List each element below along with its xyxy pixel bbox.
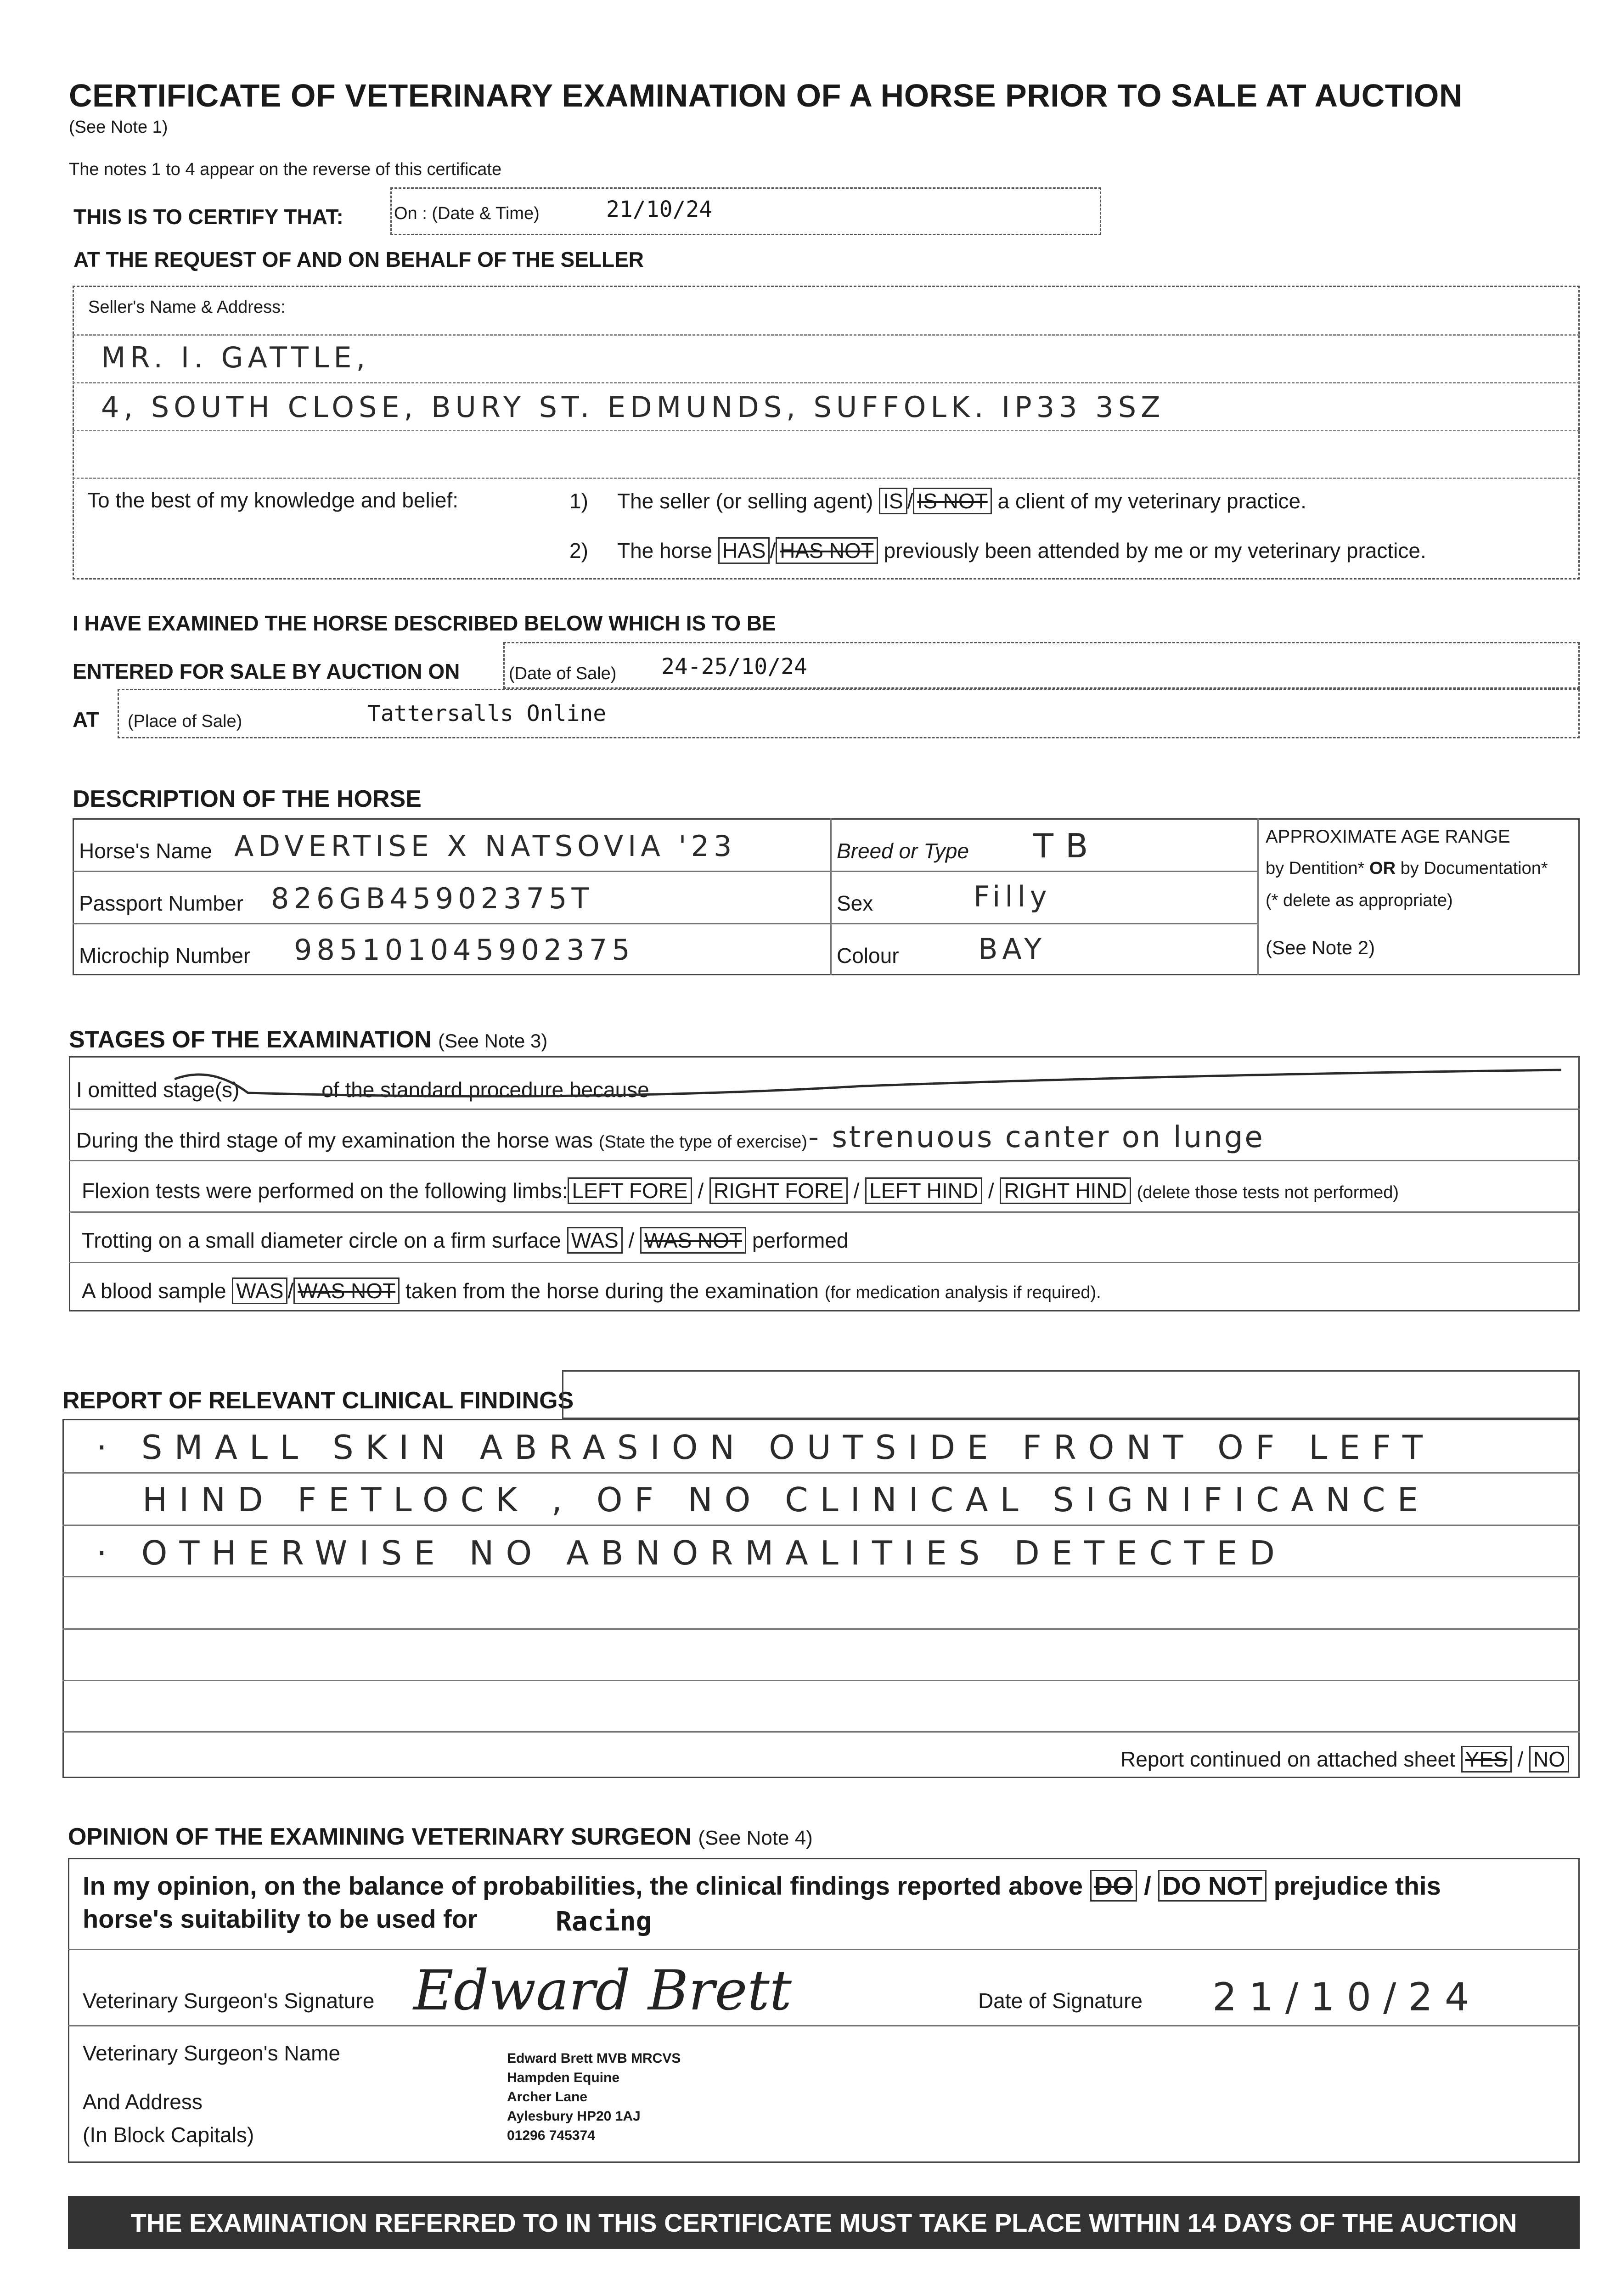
flex-right-fore[interactable]: RIGHT FORE bbox=[709, 1177, 848, 1204]
continued-yes-option[interactable]: YES bbox=[1461, 1746, 1512, 1773]
horse-name-label: Horse's Name bbox=[79, 839, 212, 863]
continued-no-option[interactable]: NO bbox=[1529, 1746, 1569, 1773]
certify-label: THIS IS TO CERTIFY THAT: bbox=[73, 205, 343, 229]
finding-line-3: · OTHERWISE NO ABNORMALITIES DETECTED bbox=[96, 1534, 1287, 1572]
is-option[interactable]: IS bbox=[879, 488, 907, 514]
trot-was-option[interactable]: WAS bbox=[567, 1227, 623, 1254]
omitted-stages: I omitted stage(s) of the standard procedure because bbox=[76, 1078, 649, 1102]
blood-was-not-option[interactable]: WAS NOT bbox=[293, 1277, 400, 1304]
signature: Edward Brett bbox=[413, 1959, 792, 2023]
examined-label: I HAVE EXAMINED THE HORSE DESCRIBED BELOW WHICH IS TO BE bbox=[73, 611, 776, 635]
age-see-note: (See Note 2) bbox=[1266, 937, 1375, 958]
age-range-title: APPROXIMATE AGE RANGE bbox=[1266, 827, 1510, 847]
place-of-sale-field[interactable] bbox=[118, 689, 1580, 738]
signature-date-value: 21/10/24 bbox=[1212, 1975, 1481, 2020]
at-label: AT bbox=[73, 708, 99, 732]
suitability-label: horse's suitability to be used for bbox=[83, 1904, 478, 1933]
place-of-sale-value: Tattersalls Online bbox=[367, 701, 607, 726]
breed-value: TB bbox=[1033, 827, 1100, 865]
passport-value: 826GB45902375T bbox=[271, 882, 594, 915]
seller-box bbox=[73, 286, 1580, 580]
entered-label: ENTERED FOR SALE BY AUCTION ON bbox=[73, 659, 460, 683]
third-stage-value: - strenuous canter on lunge bbox=[808, 1120, 1265, 1154]
date-of-sale-label: (Date of Sale) bbox=[509, 664, 617, 683]
signature-date-label: Date of Signature bbox=[978, 1989, 1143, 2013]
block-capitals-label: (In Block Capitals) bbox=[83, 2123, 254, 2147]
omitted-strike-scribble bbox=[175, 1061, 1566, 1107]
do-option[interactable]: DO bbox=[1090, 1870, 1137, 1902]
see-note-1: (See Note 1) bbox=[69, 118, 168, 137]
third-stage-label: During the third stage of my examination the horse was (State the type of exercise) bbox=[76, 1128, 807, 1152]
colour-label: Colour bbox=[837, 944, 899, 968]
description-heading: DESCRIPTION OF THE HORSE bbox=[73, 786, 422, 812]
suitability-value: Racing bbox=[556, 1906, 652, 1937]
statement-1: 1) The seller (or selling agent) IS / IS NOT a client of my veterinary practice. bbox=[569, 489, 1306, 513]
colour-value: BAY bbox=[978, 932, 1047, 966]
report-heading: REPORT OF RELEVANT CLINICAL FINDINGS bbox=[62, 1387, 574, 1414]
seller-name-value: MR. I. GATTLE, bbox=[101, 341, 370, 374]
seller-address-value: 4, SOUTH CLOSE, BURY ST. EDMUNDS, SUFFOLK. IP33 3SZ bbox=[101, 390, 1165, 424]
blood-sample: A blood sample WAS / WAS NOT taken from the horse during the examination (for medication analysis if required). bbox=[82, 1278, 1101, 1303]
flex-left-hind[interactable]: LEFT HIND bbox=[865, 1177, 982, 1204]
footer-banner: THE EXAMINATION REFERRED TO IN THIS CERTIFICATE MUST TAKE PLACE WITHIN 14 DAYS OF THE AUCTION bbox=[68, 2196, 1580, 2249]
opinion-statement: In my opinion, on the balance of probabilities, the clinical findings reported above DO / DO NOT prejudice this bbox=[83, 1871, 1441, 1901]
sex-label: Sex bbox=[837, 891, 873, 915]
age-range-options: by Dentition* OR by Documentation* bbox=[1266, 859, 1548, 878]
certificate-title: CERTIFICATE OF VETERINARY EXAMINATION OF A HORSE PRIOR TO SALE AT AUCTION bbox=[69, 78, 1463, 113]
breed-label: Breed or Type bbox=[837, 839, 969, 863]
age-delete-note: (* delete as appropriate) bbox=[1266, 891, 1453, 910]
finding-line-1: · SMALL SKIN ABRASION OUTSIDE FRONT OF LEFT bbox=[96, 1428, 1435, 1467]
trot-was-not-option[interactable]: WAS NOT bbox=[640, 1227, 746, 1254]
surgeon-address-label: And Address bbox=[83, 2090, 203, 2114]
blood-was-option[interactable]: WAS bbox=[232, 1277, 287, 1304]
surgeon-name-label: Veterinary Surgeon's Name bbox=[83, 2041, 341, 2065]
signature-label: Veterinary Surgeon's Signature bbox=[83, 1989, 375, 2013]
place-of-sale-label: (Place of Sale) bbox=[128, 712, 242, 731]
request-label: AT THE REQUEST OF AND ON BEHALF OF THE SELLER bbox=[73, 248, 644, 271]
microchip-value: 985101045902375 bbox=[294, 933, 635, 967]
opinion-heading: OPINION OF THE EXAMINING VETERINARY SURGEON (See Note 4) bbox=[68, 1823, 813, 1850]
knowledge-label: To the best of my knowledge and belief: bbox=[87, 488, 459, 512]
do-not-option[interactable]: DO NOT bbox=[1158, 1870, 1267, 1902]
has-option[interactable]: HAS bbox=[718, 537, 770, 564]
flex-left-fore[interactable]: LEFT FORE bbox=[568, 1177, 692, 1204]
trotting-test: Trotting on a small diameter circle on a firm surface WAS / WAS NOT performed bbox=[82, 1228, 849, 1253]
finding-line-2: HIND FETLOCK , OF NO CLINICAL SIGNIFICANCE bbox=[142, 1480, 1430, 1519]
notes-info: The notes 1 to 4 appear on the reverse of this certificate bbox=[69, 160, 502, 179]
microchip-label: Microchip Number bbox=[79, 944, 251, 968]
flexion-tests: Flexion tests were performed on the following limbs: LEFT FORE / RIGHT FORE / LEFT HIND / RIGHT HIND (delete those tests not performed) bbox=[82, 1178, 1399, 1203]
seller-name-label: Seller's Name & Address: bbox=[88, 298, 286, 317]
date-of-sale-value: 24-25/10/24 bbox=[661, 654, 807, 680]
horse-name-value: ADVERTISE X NATSOVIA '23 bbox=[234, 829, 737, 863]
surgeon-stamp: Edward Brett MVB MRCVS Hampden Equine Archer Lane Aylesbury HP20 1AJ 01296 745374 bbox=[507, 2051, 681, 2143]
report-continued: Report continued on attached sheet YES / NO bbox=[1120, 1747, 1569, 1772]
date-time-value: 21/10/24 bbox=[606, 197, 713, 222]
is-not-option[interactable]: IS NOT bbox=[913, 488, 991, 514]
date-time-label: On : (Date & Time) bbox=[394, 204, 540, 223]
flex-right-hind[interactable]: RIGHT HIND bbox=[1000, 1177, 1131, 1204]
sex-value: Filly bbox=[974, 880, 1052, 913]
stages-heading: STAGES OF THE EXAMINATION (See Note 3) bbox=[69, 1026, 548, 1053]
has-not-option[interactable]: HAS NOT bbox=[776, 537, 878, 564]
statement-2: 2) The horse HAS / HAS NOT previously been attended by me or my veterinary practice. bbox=[569, 538, 1426, 563]
passport-label: Passport Number bbox=[79, 891, 243, 915]
